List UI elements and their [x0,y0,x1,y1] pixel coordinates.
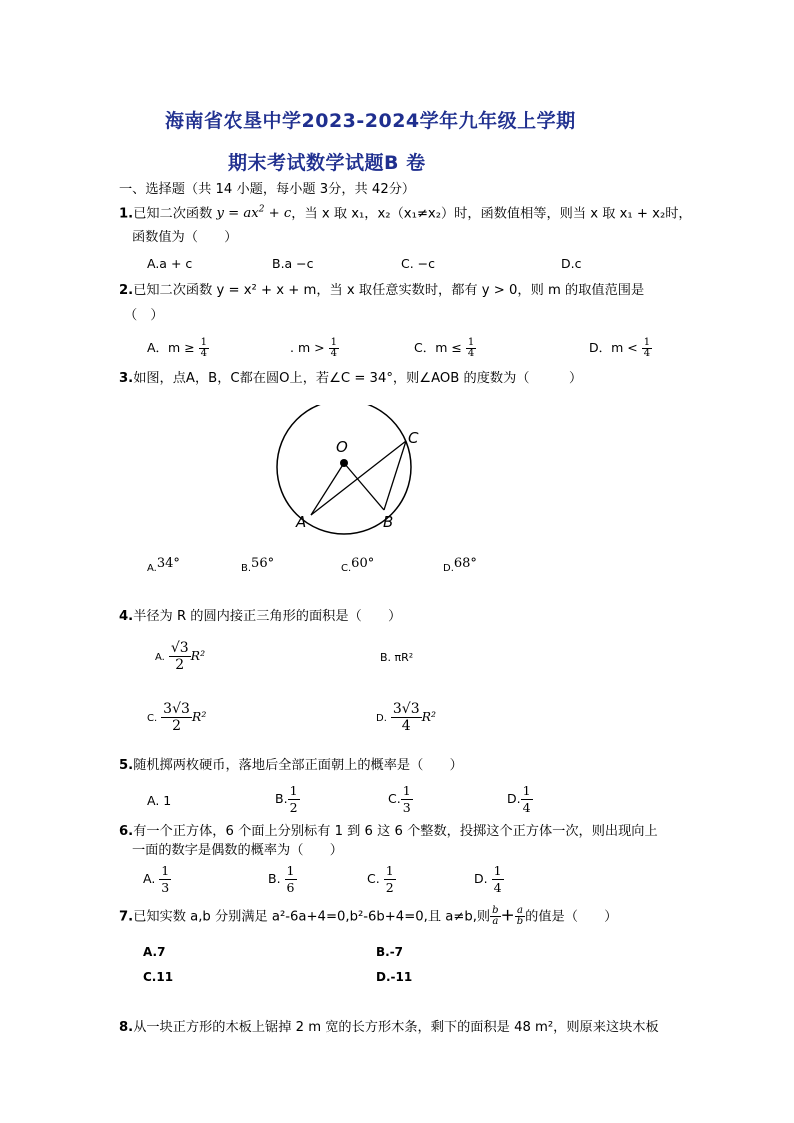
fraction: $\frac{1}{4}$ [467,337,475,359]
question-1 [119,201,692,223]
option-value: 56° [251,556,275,571]
page-title-line1: 海南省农垦中学2023-2024学年九年级上学期 [165,110,576,132]
formula-y-ax2-c: $y = ax^2 + c$ [216,205,292,222]
q4-option-b: B. πR² [380,651,414,664]
question-5 [119,757,463,775]
fraction: $\frac{1}{2}$ [289,783,298,815]
option-label: A. [155,652,165,663]
fraction: $\frac{1}{3}$ [161,863,170,895]
question-2-cont: （ ） [124,308,164,323]
question-number: 6. [119,824,134,839]
option-label: D. [507,791,521,806]
fraction: $\frac{1}{6}$ [286,863,295,895]
q4-option-c [147,701,206,734]
q5-option-c [388,783,413,816]
question-text: 从一块正方形的木板上锯掉 2 m 宽的长方形木条，剩下的面积是 48 m²，则原来这块木板 [133,1020,659,1035]
q2-option-c [414,338,476,359]
option-label: C. [388,791,401,806]
option-label: A. [143,871,156,886]
option-label: C．m ≤ [414,340,462,355]
q6-option-d [474,863,504,896]
label-a: A [296,513,307,531]
question-6 [119,823,658,841]
q5-option-d [507,783,533,816]
question-1-cont: 函数值为（ ） [132,230,238,245]
option-value: 60° [351,556,375,571]
option-label: D. [443,563,454,574]
option-label: A．m ≥ [147,340,195,355]
segment-ao [311,463,344,515]
question-text: 随机掷两枚硬币，落地后全部正面朝上的概率是（ ） [133,758,463,773]
fraction-a-over-b: $\frac{a}{b}$ [516,905,524,927]
q3-option-b [241,558,274,578]
segment-ac [311,441,406,515]
question-number: 1. [119,206,134,222]
q6-option-c [367,863,396,896]
question-number: 4. [119,609,134,624]
circle-diagram [270,405,420,535]
q7-option-a: A.7 [143,945,166,959]
question-number: 5. [119,758,134,773]
segment-ob [344,463,384,510]
q1-option-d: D.c [561,256,582,271]
question-number: 8. [119,1020,134,1035]
fraction: $\frac{1}{3}$ [402,783,411,815]
fraction: $\frac{1}{4}$ [493,863,502,895]
fraction: $\frac{3√3}{4}$ [392,701,420,734]
question-2 [119,282,644,300]
label-o: O [336,438,348,456]
question-text: 已知实数 a,b 分别满足 a²-6a+4=0,b²-6b+4=0,且 a≠b,则 [133,909,491,925]
q7-option-c: C.11 [143,970,174,984]
question-number: 7. [119,909,134,925]
q1-option-b: B.a −c [272,256,314,271]
option-label: C. [341,563,352,574]
option-label: D．m < [589,340,638,355]
question-number: 2. [119,283,134,298]
q5-option-a: A. 1 [147,793,172,808]
fraction: $\frac{1}{4}$ [643,337,651,359]
q6-option-b [268,863,297,896]
question-6-cont: 一面的数字是偶数的概率为（ ） [132,843,343,858]
q2-option-a [147,338,209,359]
fraction-b-over-a: $\frac{b}{a}$ [492,905,499,927]
fraction: $\frac{1}{4}$ [330,337,337,359]
q4-option-a [155,640,205,673]
q7-option-d: D.-11 [376,970,413,984]
question-text: 已知二次函数 [133,206,217,222]
label-c: C [408,429,419,447]
fraction: $\frac{√3}{2}$ [170,640,189,673]
q3-option-a [147,558,180,578]
r-squared: R² [191,709,207,724]
q4-option-d [376,701,436,734]
q3-option-d [443,558,477,578]
r-squared: R² [421,709,437,724]
q3-option-c [341,558,374,578]
q2-option-b [290,338,339,359]
q7-option-b: B.-7 [376,945,404,959]
option-label: . m > [290,340,325,355]
r-squared: R² [190,648,206,663]
question-number: 3. [119,371,134,386]
question-text: 有一个正方体，6 个面上分别标有 1 到 6 这 6 个整数，投掷这个正方体一次，则出现向上 [133,824,658,839]
question-text: 已知二次函数 y = x² + x + m，当 x 取任意实数时，都有 y > 0，则 m 的取值范围是 [133,283,645,298]
option-label: A. [147,563,157,574]
option-label: B. [275,791,288,806]
option-label: D. [474,871,488,886]
question-8 [119,1019,659,1037]
section-heading: 一、选择题（共 14 小题，每小题 3分，共 42分） [119,182,416,197]
option-value: 68° [453,556,477,571]
question-text: 如图，点A，B，C都在圆O上，若∠C = 34°，则∠AOB 的度数为（ ） [133,371,583,386]
fraction: $\frac{3√3}{2}$ [163,701,190,734]
question-text: 的值是（ ） [525,909,618,925]
q2-option-d [589,338,652,359]
option-label: C. [147,713,158,724]
plus-sign: + [500,905,515,926]
q6-option-a [143,863,171,896]
label-b: B [383,513,394,531]
q1-option-c: C. −c [401,256,436,271]
fraction: $\frac{1}{4}$ [522,783,531,815]
question-text: 半径为 R 的圆内接正三角形的面积是（ ） [133,609,402,624]
q1-option-a: A.a + c [147,256,193,271]
option-label: D. [376,713,387,724]
fraction: $\frac{1}{2}$ [385,863,394,895]
question-4 [119,608,401,626]
option-label: B. [268,871,281,886]
option-value: 34° [156,556,180,571]
fraction: $\frac{1}{4}$ [200,337,208,359]
option-label: C. [367,871,380,886]
option-label: B. [241,563,252,574]
question-7 [119,906,617,927]
question-3 [119,370,582,388]
page-title-line2: 期末考试数学试题B 卷 [228,152,426,174]
question-text: ，当 x 取 x₁，x₂（x₁≠x₂）时，函数值相等，则当 x 取 x₁ + x₂时， [291,206,692,222]
q5-option-b [275,783,300,816]
